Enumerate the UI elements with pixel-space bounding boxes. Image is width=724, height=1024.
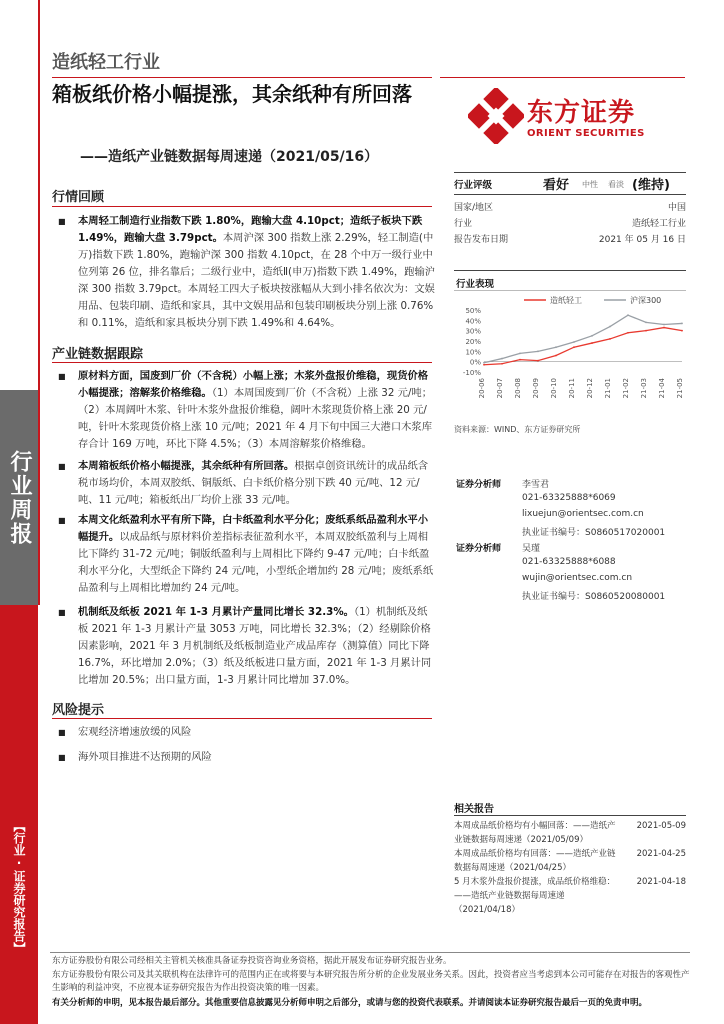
analyst-cert: 执业证书编号：S0860517020001	[522, 528, 666, 538]
section-divider	[52, 718, 432, 719]
performance-top-divider	[454, 270, 686, 271]
data-point	[663, 327, 665, 329]
bullet-icon: ■	[58, 608, 66, 617]
data-point	[573, 346, 575, 348]
item-highlight: 本周文化纸盈利水平有所下降，白卡纸盈利水平分化；废纸系纸品盈利水平小幅提升。	[78, 514, 429, 543]
item-highlight: 原材料方面，国废到厂价（不含税）小幅上涨；木浆外盘报价维稳，现货价格小幅提涨；溶解浆价格维稳。	[78, 370, 429, 399]
info-key: 报告发布日期	[454, 235, 509, 245]
rating-top-divider	[454, 172, 686, 173]
chart-source: 资料来源：WIND、东方证券研究所	[454, 425, 581, 434]
report-type-label: 行业周报	[7, 450, 32, 546]
data-point	[663, 324, 665, 326]
data-point	[591, 342, 593, 344]
section-heading-market-review: 行情回顾	[52, 190, 105, 205]
data-point	[681, 330, 683, 332]
analyst-email[interactable]: wujin@orientsec.com.cn	[522, 573, 633, 583]
section-heading-industry-tracking: 产业链数据跟踪	[52, 347, 144, 362]
x-tick-label: 21-01	[604, 378, 612, 399]
footer-divider	[50, 952, 690, 953]
section-divider	[52, 206, 432, 207]
series-line	[484, 328, 682, 365]
header-divider	[52, 77, 432, 78]
logo-divider	[440, 77, 685, 78]
data-point	[591, 335, 593, 337]
x-tick-label: 20-08	[514, 378, 522, 399]
data-point	[519, 359, 521, 361]
data-point	[645, 330, 647, 332]
y-tick-label: 10%	[465, 348, 481, 357]
info-value: 2021 年 05 月 16 日	[598, 235, 686, 245]
company-name: 东方证券	[527, 98, 636, 128]
data-point	[681, 323, 683, 325]
y-tick-label: -10%	[462, 369, 481, 377]
info-key: 行业	[454, 219, 473, 229]
section-heading-risk: 风险提示	[52, 703, 105, 718]
y-tick-label: 50%	[465, 307, 481, 315]
analyst-email[interactable]: lixuejun@orientsec.com.cn	[522, 509, 644, 519]
analyst-phone: 021-63325888*6088	[522, 557, 616, 567]
analyst-name: 吴瑾	[522, 544, 541, 554]
report-subtitle: ——造纸产业链数据每周速递（2021/05/16）	[80, 149, 379, 165]
item-text: 本周沪深 300 指数上涨 2.29%，轻工制造(中万)指数下跌 1.80%，跑输沪深 300 指数 4.10pct，在 28 个中万一级行业中位列第 26 位，排名靠后；二级行业中，造纸Ⅱ(申万)指数下跌 1.49%，跑输沪深 300 指数 3.79pct。本周轻工四大子板块按涨幅从大到小排名依次为：文娱用品、包装印刷、造纸和家具，其中文娱用品和包装印刷板块分别上涨 0.76%和 0.11%，造纸和家具板块分别下跌 1.49%和 4.64%。	[78, 232, 436, 329]
data-point	[627, 332, 629, 334]
data-point	[573, 341, 575, 343]
item-highlight: 本周轻工制造行业指数下跌 1.80%，跑输大盘 4.10pct；造纸子板块下跌 1.49%，跑输大盘 3.79pct。	[78, 215, 423, 244]
bullet-icon: ■	[58, 753, 66, 762]
data-point	[555, 355, 557, 357]
rating-option-neutral: 中性	[582, 180, 598, 189]
performance-divider	[454, 290, 686, 291]
y-tick-label: 20%	[465, 338, 481, 346]
bullet-icon: ■	[58, 372, 66, 381]
report-category-label: 【行业·证券研究报告】	[12, 820, 26, 954]
related-report-item[interactable]	[454, 819, 686, 847]
info-value: 造纸轻工行业	[631, 219, 686, 229]
footer-qualification: 东方证券股份有限公司经相关主管机关核准具备证券投资咨询业务资格，据此开展发布证券研究报告业务。	[52, 956, 452, 966]
item-highlight: 本周箱板纸价格小幅提涨，其余纸种有所回落。	[78, 460, 295, 472]
analyst-role-label: 证券分析师	[456, 480, 502, 490]
list-item	[58, 749, 436, 766]
item-text: 以成品纸与原材料价差指标表征盈利水平，本周双胶纸盈利与上周相比下降约 31-72 元/吨；铜版纸盈利与上周相比下降约 9-47 元/吨；白卡纸盈利水平分化，大型纸企下降约 24 元/吨，小型纸企增加约 28 元/吨；废纸系纸品盈利与上周相比增加约 24 元/吨。	[78, 531, 434, 594]
x-tick-label: 20-11	[568, 378, 576, 399]
item-highlight: 机制纸及纸板 2021 年 1-3 月累计产量同比增长 32.3%。	[78, 606, 354, 618]
x-tick-label: 21-03	[640, 378, 648, 399]
analyst-role-label: 证券分析师	[456, 544, 502, 554]
rating-divider	[454, 194, 686, 195]
related-reports-heading: 相关报告	[454, 804, 494, 815]
report-title: 箱板纸价格小幅提涨，其余纸种有所回落	[52, 82, 412, 106]
x-tick-label: 20-12	[586, 378, 594, 399]
analyst-name: 李雪君	[522, 480, 550, 490]
info-key: 国家/地区	[454, 203, 494, 213]
related-report-date: 2021-04-25	[636, 849, 686, 859]
info-value: 中国	[667, 203, 686, 213]
data-point	[627, 314, 629, 316]
list-item	[58, 604, 436, 689]
related-report-item[interactable]	[454, 847, 686, 875]
x-tick-label: 21-04	[658, 378, 666, 399]
company-name-english: ORIENT SECURITIES	[527, 128, 645, 139]
rating-option-bearish: 看淡	[608, 180, 624, 189]
analyst-role	[456, 477, 501, 490]
data-point	[609, 326, 611, 328]
data-point	[519, 353, 521, 355]
data-point	[537, 360, 539, 362]
analyst-phone: 021-63325888*6069	[522, 493, 616, 503]
related-report-date: 2021-04-18	[636, 877, 686, 887]
data-point	[501, 363, 503, 365]
related-report-title[interactable]: 本周成品纸价格均有小幅回落：——造纸产业链数据每周速递（2021/05/09）	[454, 821, 616, 845]
left-band-red	[0, 605, 38, 1024]
bullet-icon: ■	[58, 462, 66, 471]
x-tick-label: 20-07	[496, 378, 504, 399]
data-point	[609, 338, 611, 340]
footer-disclaimer: 有关分析师的申明，见本报告最后部分。其他重要信息披露见分析师申明之后部分，或请与您的投资代表联系。并请阅读本证券研究报告最后一页的免责申明。	[52, 998, 648, 1008]
analyst-cert: 执业证书编号：S0860520080001	[522, 592, 666, 602]
data-point	[555, 346, 557, 348]
x-tick-label: 20-09	[532, 378, 540, 399]
list-item	[58, 368, 436, 453]
item-text: 根据卓创资讯统计的成品纸含税市场均价，本周双胶纸、铜版纸、白卡纸价格分别下跌 40 元/吨、12 元/吨、11 元/吨；箱板纸出厂均价上涨 33 元/吨。	[78, 460, 429, 506]
related-report-item[interactable]	[454, 875, 686, 917]
y-tick-label: 0%	[469, 358, 481, 367]
orient-logo-icon	[468, 88, 524, 144]
x-tick-label: 20-10	[550, 378, 558, 399]
x-tick-label: 20-06	[478, 378, 486, 399]
list-item	[58, 724, 436, 741]
rating-value: 看好	[543, 178, 570, 193]
item-text: 海外项目推进不达预期的风险	[78, 751, 212, 763]
data-point	[483, 362, 485, 364]
item-text: （1）本周国废到厂价（不含税）上涨 32 元/吨；（2）本周阔叶木浆、针叶木浆外盘报价维稳，阔叶木浆现货价格上涨 20 元/吨，针叶木浆现货价格上涨 10 元/吨；2021 年 4 月下旬中国三大港口木浆库存合计 169 万吨，环比下降 4.5%；（3）本周溶解浆价格维稳。	[78, 387, 433, 450]
analyst-role	[456, 541, 501, 554]
x-tick-label: 21-05	[676, 378, 684, 399]
related-divider	[454, 815, 686, 816]
section-divider	[52, 362, 432, 363]
performance-chart	[454, 292, 686, 420]
related-report-date: 2021-05-09	[636, 821, 686, 831]
data-point	[483, 364, 485, 366]
y-tick-label: 40%	[465, 317, 481, 326]
related-report-title[interactable]: 5 月木浆外盘报价提涨，成品纸价格维稳：——造纸产业链数据每周速递（2021/04/18）	[454, 877, 616, 915]
rating-status: (维持)	[632, 178, 670, 193]
footer-conflict-notice: 东方证券股份有限公司及其关联机构在法律许可的范围内正在或将要与本研究报告所分析的企业发展业务关系。因此，投资者应当考虑到本公司可能存在对报告的客观性产生影响的利益冲突，不应视本证券研究报告为作出投资决策的唯一因素。	[52, 970, 690, 993]
left-band-top	[0, 0, 38, 390]
legend-label: 造纸轻工	[550, 296, 582, 305]
bullet-icon: ■	[58, 217, 66, 226]
bullet-icon: ■	[58, 516, 66, 525]
data-point	[537, 350, 539, 352]
data-point	[501, 358, 503, 360]
rating-label: 行业评级	[454, 180, 493, 191]
legend-label: 沪深300	[630, 296, 662, 305]
industry-category: 造纸轻工行业	[52, 52, 160, 73]
item-text: （1）机制纸及纸板 2021 年 1-3 月累计产量 3053 万吨，同比增长 32.3%；（2）经剔除价格因素影响，2021 年 3 月机制纸及纸板制造业产成品库存（测算值）同比下降 16.7%，环比增加 2.0%；（3）纸及纸板进口量方面，2021 年 1-3 月累计同比增加 20.5%；出口量方面，1-3 月累计同比增加 37.0%。	[78, 606, 432, 686]
performance-heading: 行业表现	[456, 279, 495, 290]
series-line	[484, 315, 682, 363]
y-tick-label: 30%	[465, 327, 481, 336]
bullet-icon: ■	[58, 728, 66, 737]
list-item	[58, 458, 436, 509]
item-text: 宏观经济增速放缓的风险	[78, 726, 192, 738]
left-band-divider	[38, 0, 40, 605]
data-point	[645, 322, 647, 324]
related-report-title[interactable]: 本周成品纸价格均有回落：——造纸产业链数据每周速递（2021/04/25）	[454, 849, 616, 873]
list-item	[58, 512, 436, 597]
list-item	[58, 213, 436, 332]
x-tick-label: 21-02	[622, 378, 630, 399]
